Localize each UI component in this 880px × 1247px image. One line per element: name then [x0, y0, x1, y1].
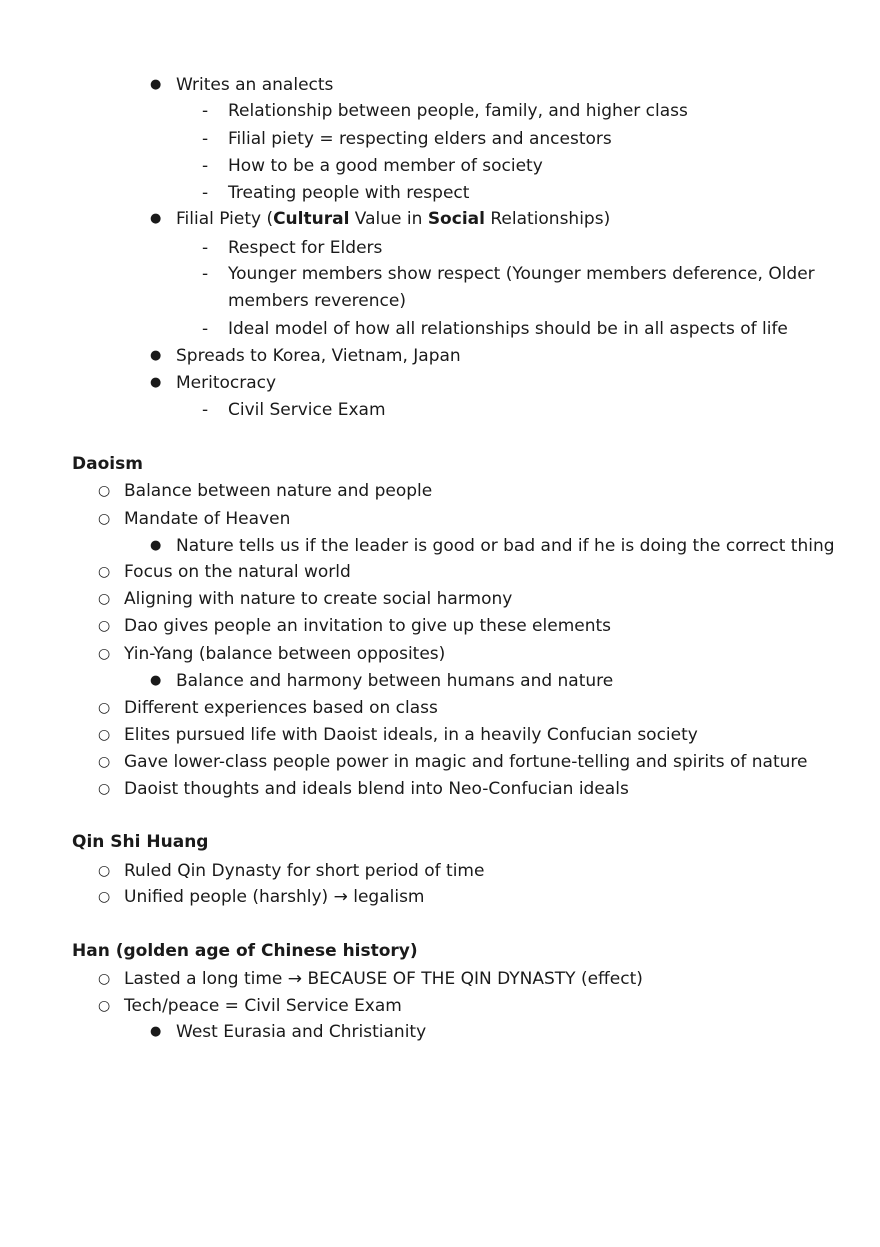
bullet-icon: ●: [150, 375, 162, 390]
list-item: Yin-Yang (balance between opposites): [124, 644, 446, 664]
bullet-icon: ●: [150, 77, 162, 92]
dash-icon: -: [202, 264, 209, 284]
bullet-icon: ●: [150, 211, 162, 226]
list-item: Lasted a long time → BECAUSE OF THE QIN DYNASTY (effect): [124, 969, 643, 989]
circle-bullet-icon: ○: [98, 781, 111, 797]
dash-icon: -: [202, 238, 209, 258]
bullet-icon: ●: [150, 538, 162, 553]
list-item: Balance and harmony between humans and nature: [176, 671, 614, 691]
dash-icon: -: [202, 183, 209, 203]
bullet-icon: ●: [150, 1024, 162, 1039]
circle-bullet-icon: ○: [98, 511, 111, 527]
bullet-icon: ●: [150, 673, 162, 688]
filial-text-pre: Filial Piety (: [176, 209, 274, 229]
list-item: Writes an analects: [176, 75, 334, 95]
list-item: Filial piety = respecting elders and ancestors: [228, 129, 612, 149]
list-item: Spreads to Korea, Vietnam, Japan: [176, 346, 461, 366]
circle-bullet-icon: ○: [98, 863, 111, 879]
list-item: Aligning with nature to create social harmony: [124, 589, 513, 609]
list-item: West Eurasia and Christianity: [176, 1022, 427, 1042]
circle-bullet-icon: ○: [98, 971, 111, 987]
filial-bold-social: Social: [427, 209, 485, 229]
circle-bullet-icon: ○: [98, 700, 111, 716]
list-item-continuation: members reverence): [228, 291, 406, 311]
list-item: Daoist thoughts and ideals blend into Neo-Confucian ideals: [124, 779, 629, 799]
section-heading-han: Han (golden age of Chinese history): [72, 941, 418, 961]
list-item: Meritocracy: [176, 373, 277, 393]
list-item: Treating people with respect: [228, 183, 470, 203]
section-heading-qin-shi-huang: Qin Shi Huang: [72, 832, 209, 852]
circle-bullet-icon: ○: [98, 564, 111, 580]
circle-bullet-icon: ○: [98, 483, 111, 499]
list-item: Tech/peace = Civil Service Exam: [124, 996, 402, 1016]
circle-bullet-icon: ○: [98, 889, 111, 905]
list-item: Relationship between people, family, and higher class: [228, 101, 688, 121]
filial-text-post: Relationships): [484, 209, 611, 229]
list-item: Different experiences based on class: [124, 698, 438, 718]
filial-text-mid: Value in: [349, 209, 428, 229]
list-item-filial-piety: [176, 208, 610, 230]
list-item: Younger members show respect (Younger members deference, Older: [228, 264, 815, 284]
list-item: Balance between nature and people: [124, 481, 433, 501]
list-item: Unified people (harshly) → legalism: [124, 887, 425, 907]
list-item: How to be a good member of society: [228, 156, 543, 176]
dash-icon: -: [202, 319, 209, 339]
list-item: Gave lower-class people power in magic and fortune-telling and spirits of nature: [124, 752, 808, 772]
dash-icon: -: [202, 101, 209, 121]
list-item: Mandate of Heaven: [124, 509, 291, 529]
dash-icon: -: [202, 129, 209, 149]
circle-bullet-icon: ○: [98, 618, 111, 634]
circle-bullet-icon: ○: [98, 646, 111, 662]
dash-icon: -: [202, 400, 209, 420]
list-item: Nature tells us if the leader is good or bad and if he is doing the correct thing: [176, 536, 835, 556]
list-item: Dao gives people an invitation to give up these elements: [124, 616, 612, 636]
circle-bullet-icon: ○: [98, 727, 111, 743]
filial-bold-cultural: Cultural: [273, 209, 350, 229]
list-item: Ruled Qin Dynasty for short period of time: [124, 861, 485, 881]
section-heading-daoism: Daoism: [72, 454, 143, 474]
dash-icon: -: [202, 156, 209, 176]
circle-bullet-icon: ○: [98, 998, 111, 1014]
list-item: Elites pursued life with Daoist ideals, in a heavily Confucian society: [124, 725, 698, 745]
list-item: Focus on the natural world: [124, 562, 351, 582]
list-item: Respect for Elders: [228, 238, 383, 258]
circle-bullet-icon: ○: [98, 591, 111, 607]
bullet-icon: ●: [150, 348, 162, 363]
circle-bullet-icon: ○: [98, 754, 111, 770]
list-item: Ideal model of how all relationships should be in all aspects of life: [228, 319, 788, 339]
list-item: Civil Service Exam: [228, 400, 386, 420]
